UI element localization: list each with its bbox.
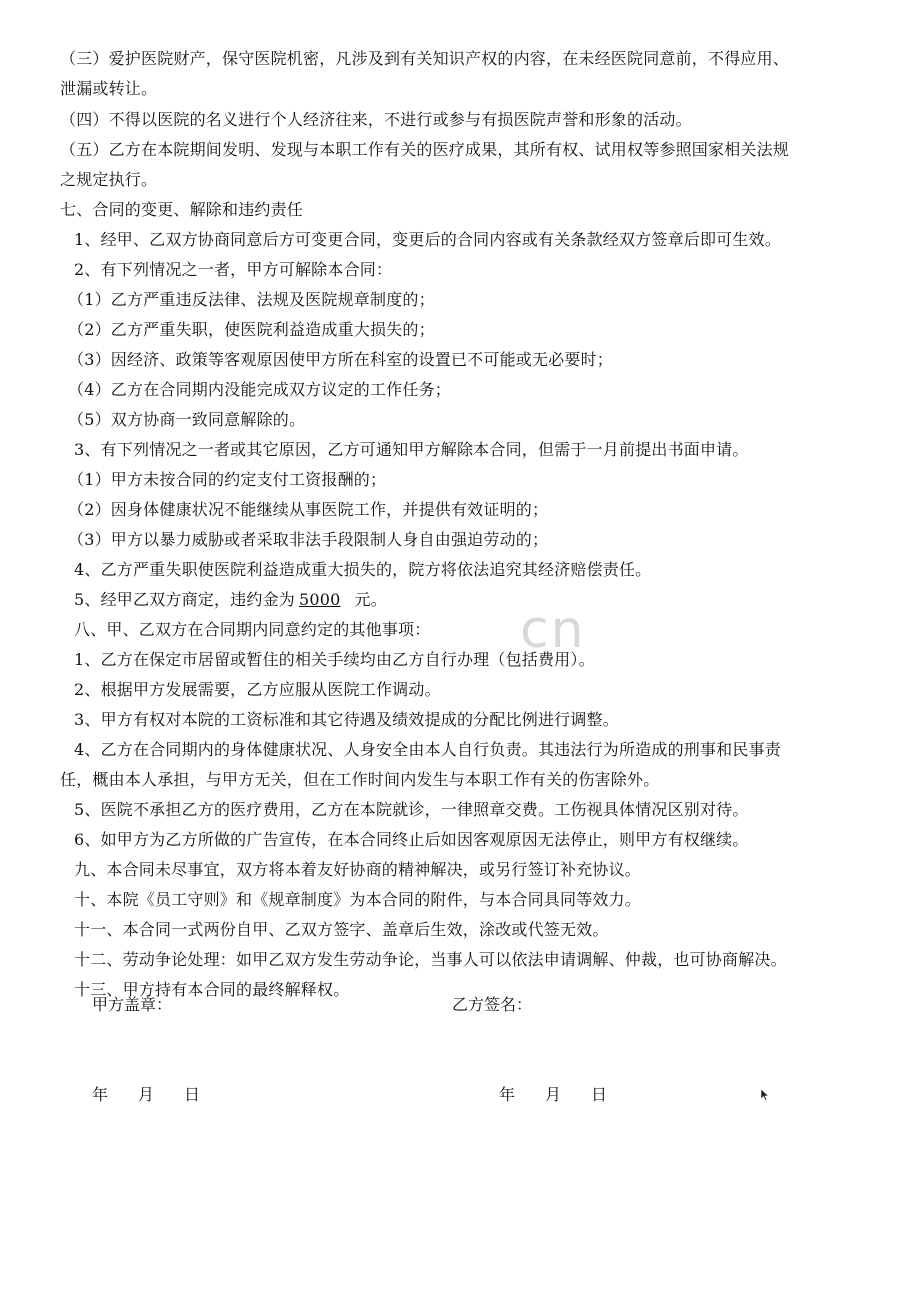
line-text: 十、本院《员工守则》和《规章制度》为本合同的附件，与本合同具同等效力。 bbox=[74, 890, 642, 909]
line-text: 2、有下列情况之一者，甲方可解除本合同： bbox=[74, 260, 393, 279]
line-text: （1）乙方严重违反法律、法规及医院规章制度的； bbox=[68, 290, 435, 309]
line-text: 十三、甲方持有本合同的最终解释权。 bbox=[74, 980, 350, 999]
line-text: 八、甲、乙双方在合同期内同意约定的其他事项： bbox=[74, 620, 431, 639]
party-b-date bbox=[499, 1085, 607, 1105]
party-b-signature-label: 乙方签名： bbox=[452, 995, 533, 1014]
contract-line bbox=[60, 680, 904, 700]
contract-line bbox=[60, 140, 890, 160]
line-text: 4、乙方在合同期内的身体健康状况、人身安全由本人自行负责。其违法行为所造成的刑事和民事责 bbox=[74, 740, 781, 759]
line-text: 十一、本合同一式两份自甲、乙双方签字、盖章后生效，涂改或代签无效。 bbox=[74, 920, 609, 939]
line-text: （四）不得以医院的名义进行个人经济往来，不进行或参与有损医院声誉和形象的活动。 bbox=[60, 110, 692, 129]
contract-line bbox=[60, 950, 904, 970]
party-b-month: 月 bbox=[545, 1085, 562, 1104]
contract-line bbox=[60, 79, 890, 99]
party-b-day: 日 bbox=[591, 1085, 608, 1104]
party-a-day: 日 bbox=[184, 1085, 201, 1104]
party-a-seal-label: 甲方盖章： bbox=[92, 995, 173, 1014]
contract-line bbox=[60, 380, 898, 400]
line-text: （1）甲方未按合同的约定支付工资报酬的； bbox=[68, 470, 387, 489]
contract-line bbox=[60, 470, 898, 490]
party-a-month: 月 bbox=[138, 1085, 155, 1104]
line-text: 4、乙方严重失职使医院利益造成重大损失的，院方将依法追究其经济赔偿责任。 bbox=[74, 560, 652, 579]
party-a-date bbox=[92, 1085, 200, 1105]
line-text: （2）乙方严重失职，使医院利益造成重大损失的； bbox=[68, 320, 435, 339]
line-text: 1、乙方在保定市居留或暂住的相关手续均由乙方自行办理（包括费用）。 bbox=[74, 650, 595, 669]
contract-line bbox=[60, 260, 904, 280]
contract-line bbox=[60, 500, 898, 520]
line-text: （三）爱护医院财产，保守医院机密，凡涉及到有关知识产权的内容，在未经医院同意前，不得应用、 bbox=[60, 49, 790, 68]
contract-line bbox=[60, 650, 904, 670]
line-text: 任，概由本人承担，与甲方无关，但在工作时间内发生与本职工作有关的伤害除外。 bbox=[60, 770, 660, 789]
contract-line bbox=[60, 200, 890, 220]
contract-line bbox=[60, 530, 898, 550]
line-text: （五）乙方在本院期间发明、发现与本职工作有关的医疗成果，其所有权、试用权等参照国家相关法规 bbox=[60, 140, 790, 159]
contract-line bbox=[60, 860, 904, 880]
contract-line bbox=[60, 590, 904, 610]
watermark: cn bbox=[520, 600, 586, 660]
contract-line bbox=[60, 170, 890, 190]
line-text: 七、合同的变更、解除和违约责任 bbox=[60, 200, 304, 219]
line-text: （5）双方协商一致同意解除的。 bbox=[68, 410, 306, 429]
line-text: 之规定执行。 bbox=[60, 170, 158, 189]
contract-line bbox=[60, 440, 904, 460]
line-text: 5、经甲乙双方商定，违约金为 bbox=[74, 590, 295, 609]
line-text: 十二、劳动争论处理：如甲乙双方发生劳动争论，当事人可以依法申请调解、仲裁，也可协商解决。 bbox=[74, 950, 787, 969]
party-b-year: 年 bbox=[499, 1085, 516, 1104]
line-text: （2）因身体健康状况不能继续从事医院工作，并提供有效证明的； bbox=[68, 500, 549, 519]
contract-line bbox=[60, 740, 904, 760]
penalty-amount: 5000 bbox=[298, 590, 341, 609]
line-text: 6、如甲方为乙方所做的广告宣传，在本合同终止后如因客观原因无法停止，则甲方有权继续。 bbox=[74, 830, 749, 849]
contract-line bbox=[60, 110, 890, 130]
contract-line bbox=[60, 770, 890, 790]
contract-line bbox=[60, 920, 904, 940]
contract-line bbox=[60, 49, 890, 69]
line-text: （3）因经济、政策等客观原因使甲方所在科室的设置已不可能或无必要时； bbox=[68, 350, 613, 369]
contract-line bbox=[60, 800, 904, 820]
line-text: 3、甲方有权对本院的工资标准和其它待遇及绩效提成的分配比例进行调整。 bbox=[74, 710, 619, 729]
line-text: 2、根据甲方发展需要，乙方应服从医院工作调动。 bbox=[74, 680, 441, 699]
line-text: （4）乙方在合同期内没能完成双方议定的工作任务； bbox=[68, 380, 451, 399]
line-text: （3）甲方以暴力威胁或者采取非法手段限制人身自由强迫劳动的； bbox=[68, 530, 549, 549]
contract-line bbox=[60, 320, 898, 340]
cursor-icon bbox=[760, 1089, 770, 1101]
contract-line bbox=[60, 620, 904, 640]
party-a-year: 年 bbox=[92, 1085, 109, 1104]
line-text: 九、本合同未尽事宜，双方将本着友好协商的精神解决，或另行签订补充协议。 bbox=[74, 860, 642, 879]
line-text: 5、医院不承担乙方的医疗费用，乙方在本院就诊，一律照章交费。工伤视具体情况区别对待。 bbox=[74, 800, 749, 819]
line-suffix: 元。 bbox=[354, 590, 387, 609]
contract-line bbox=[60, 710, 904, 730]
contract-line bbox=[60, 290, 898, 310]
line-text: 3、有下列情况之一者或其它原因，乙方可通知甲方解除本合同，但需于一月前提出书面申请。 bbox=[74, 440, 749, 459]
line-text: 泄漏或转让。 bbox=[60, 79, 158, 98]
contract-line bbox=[60, 410, 898, 430]
contract-line bbox=[60, 830, 904, 850]
line-text: 1、经甲、乙双方协商同意后方可变更合同，变更后的合同内容或有关条款经双方签章后即可生效。 bbox=[74, 230, 781, 249]
contract-line bbox=[60, 560, 904, 580]
contract-line bbox=[60, 350, 898, 370]
contract-line bbox=[60, 230, 904, 250]
contract-line bbox=[60, 890, 904, 910]
